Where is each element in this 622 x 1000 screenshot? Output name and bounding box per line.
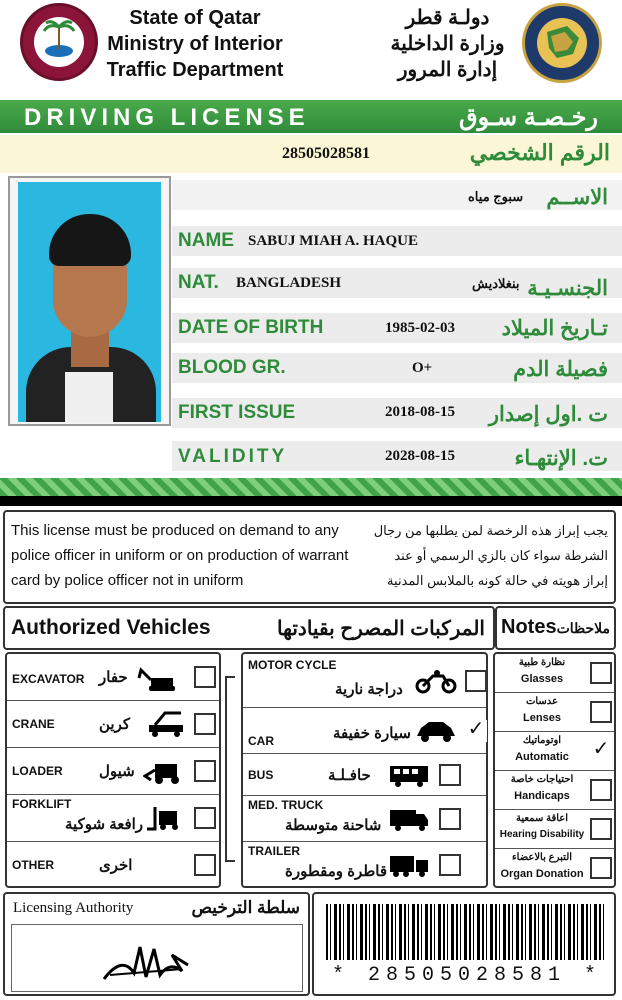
bracket-divider <box>225 676 235 862</box>
vehicles-left-box <box>5 652 221 888</box>
card-divider <box>0 496 622 506</box>
notice-en: This license must be produced on demand to any police officer in uniform or on production of warrant card by police officer not in uniform <box>11 522 349 589</box>
vehicle-ar: حافـلـة <box>328 767 371 784</box>
notice-ar: يجب إبراز هذه الرخصة لمن يطلبها من رجال الشرطة سواء كان بالزي الرسمي أو عند إبراز هويته في حالة كونه بالملابس المدنية <box>373 523 608 588</box>
blood-group-ar-label: فصيلة الدم <box>513 358 608 381</box>
note-ar: عدسات <box>525 696 559 707</box>
note-ar: التبرع بالاعضاء <box>511 852 573 863</box>
authorized-vehicles-header <box>3 606 495 650</box>
vehicle-checkbox[interactable] <box>194 713 216 735</box>
note-row-organ-donation <box>495 849 614 888</box>
vehicle-checkbox[interactable] <box>194 807 216 829</box>
notes-ar: ملاحظات <box>556 620 610 636</box>
dob-ar-label: تـاريخ الميلاد <box>501 317 608 340</box>
title-ar: رخـصـة سـوق <box>459 104 598 131</box>
blood-group-label: BLOOD GR. <box>178 357 286 378</box>
note-row-hearing <box>495 810 614 849</box>
nationality-ar-value: بنغلاديش <box>472 276 520 291</box>
vehicle-en: LOADER <box>12 764 63 778</box>
vehicle-row-other <box>7 842 219 888</box>
personal-number-row <box>0 135 622 173</box>
licensing-authority-box <box>3 892 310 996</box>
trailer-icon <box>388 852 430 878</box>
note-en: Automatic <box>515 751 569 763</box>
vehicle-ar: شاحنة متوسطة <box>285 817 382 834</box>
truck-icon <box>388 806 430 832</box>
vehicle-checkbox[interactable] <box>465 670 487 692</box>
vehicle-row-med-truck <box>243 796 486 842</box>
vehicle-ar: شيول <box>99 763 135 780</box>
name-label: NAME <box>178 230 234 251</box>
vehicles-mid-box <box>241 652 488 888</box>
dob-value: 1985-02-03 <box>385 320 455 336</box>
nationality-value: BANGLADESH <box>236 275 342 291</box>
vehicle-checkbox-checked[interactable]: ✓ <box>465 720 487 742</box>
nationality-ar-label: الجنسـيـة <box>527 277 608 300</box>
vehicle-ar: اخرى <box>99 857 133 874</box>
motorcycle-icon <box>415 668 457 694</box>
notes-box <box>493 652 616 888</box>
vehicle-checkbox[interactable] <box>439 808 461 830</box>
header-ar-line3: إدارة المرور <box>397 59 498 81</box>
barcode-icon <box>326 904 606 960</box>
note-checkbox[interactable] <box>590 818 612 840</box>
vehicle-checkbox[interactable] <box>194 854 216 876</box>
licensing-authority-en: Licensing Authority <box>13 900 134 916</box>
vehicle-row-excavator <box>7 654 219 701</box>
note-row-automatic <box>495 732 614 771</box>
note-checkbox[interactable] <box>590 779 612 801</box>
vehicle-ar: حفار <box>99 669 128 686</box>
validity-value: 2028-08-15 <box>385 448 455 464</box>
vehicle-checkbox[interactable] <box>194 760 216 782</box>
header-en-line1: State of Qatar <box>129 7 261 29</box>
note-checkbox[interactable] <box>590 701 612 723</box>
vehicle-checkbox[interactable] <box>439 854 461 876</box>
personal-number-label-ar: الرقم الشخصي <box>469 140 610 165</box>
validity-label: VALIDITY <box>178 446 288 467</box>
vehicle-en: MOTOR CYCLE <box>248 658 337 672</box>
loader-icon <box>143 758 185 784</box>
dob-label: DATE OF BIRTH <box>178 317 324 338</box>
vehicle-ar: قاطرة ومقطورة <box>285 863 388 880</box>
header-en-line2: Ministry of Interior <box>107 33 283 55</box>
notice-box <box>3 510 616 604</box>
note-en: Glasses <box>520 673 564 685</box>
note-en: Hearing Disability <box>499 829 585 840</box>
nationality-label: NAT. <box>178 272 219 293</box>
vehicle-row-loader <box>7 748 219 795</box>
title-band <box>0 100 622 133</box>
vehicle-en: EXCAVATOR <box>12 672 85 686</box>
bottom-wave-border <box>0 478 622 496</box>
notes-en: Notes <box>501 616 557 638</box>
first-issue-value: 2018-08-15 <box>385 404 455 420</box>
vehicle-ar: سيارة خفيفة <box>333 725 411 742</box>
vehicle-en: FORKLIFT <box>12 797 72 811</box>
vehicle-ar: كرين <box>99 716 131 733</box>
note-ar: نظارة طبية <box>518 657 566 668</box>
first-issue-label: FIRST ISSUE <box>178 402 296 423</box>
forklift-icon <box>145 805 187 831</box>
vehicle-en: MED. TRUCK <box>248 798 324 812</box>
note-checkbox-checked[interactable]: ✓ <box>590 740 612 762</box>
note-en: Lenses <box>523 712 561 724</box>
vehicle-en: CRANE <box>12 717 55 731</box>
name-value: SABUJ MIAH A. HAQUE <box>248 233 419 249</box>
vehicle-ar: رافعة شوكية <box>65 816 144 833</box>
vehicle-checkbox[interactable] <box>439 764 461 786</box>
vehicle-row-motorcycle <box>243 654 486 708</box>
header-english <box>105 5 285 83</box>
title-en: DRIVING LICENSE <box>24 104 310 131</box>
excavator-icon <box>137 666 179 692</box>
barcode-text: * 28505028581 * <box>331 964 603 987</box>
vehicle-row-trailer <box>243 842 486 888</box>
note-en: Organ Donation <box>500 868 584 880</box>
note-checkbox[interactable] <box>590 857 612 879</box>
personal-number-value: 28505028581 <box>282 145 370 162</box>
car-icon <box>415 718 457 744</box>
note-ar: اعاقة سمعية <box>515 813 569 824</box>
note-checkbox[interactable] <box>590 662 612 684</box>
header-ar-line2: وزارة الداخلية <box>390 33 505 55</box>
first-issue-ar-label: ت .اول إصدار <box>488 403 608 426</box>
header-arabic <box>380 5 515 83</box>
vehicle-ar: دراجة نارية <box>335 681 403 698</box>
vehicle-en: CAR <box>248 734 274 748</box>
vehicle-checkbox[interactable] <box>194 666 216 688</box>
licensing-authority-ar: سلطة الترخيص <box>191 898 300 917</box>
note-ar: احتياجات خاصة <box>510 774 574 785</box>
blood-group-value: O+ <box>412 360 433 376</box>
header-en-line3: Traffic Department <box>106 59 284 81</box>
note-row-handicaps <box>495 771 614 810</box>
vehicle-row-forklift <box>7 795 219 842</box>
name-ar-value: سبوج مياه <box>468 189 524 204</box>
vehicle-en: TRAILER <box>248 844 300 858</box>
gcc-emblem-icon <box>522 3 602 83</box>
vehicle-row-bus <box>243 754 486 796</box>
note-row-glasses <box>495 654 614 693</box>
header-ar-line1: دولـة قطر <box>405 7 490 29</box>
barcode-box <box>312 892 616 996</box>
vehicle-row-car <box>243 708 486 754</box>
validity-ar-label: ت. الإنتهـاء <box>514 447 608 470</box>
name-ar-label: الاســم <box>546 186 608 209</box>
vehicle-row-crane <box>7 701 219 748</box>
signature-area <box>11 924 303 992</box>
vehicle-en: OTHER <box>12 858 54 872</box>
crane-icon <box>145 711 187 737</box>
note-row-lenses <box>495 693 614 732</box>
authorized-vehicles-en: Authorized Vehicles <box>11 616 211 639</box>
bus-icon <box>388 762 430 788</box>
holder-photo <box>18 182 161 422</box>
signature-icon <box>12 925 304 993</box>
qatar-moi-seal-icon <box>20 3 98 81</box>
vehicle-en: BUS <box>248 768 274 782</box>
note-ar: اوتوماتيك <box>522 735 562 746</box>
notes-header <box>495 606 616 650</box>
note-en: Handicaps <box>514 790 570 802</box>
authorized-vehicles-ar: المركبات المصرح بقيادتها <box>277 618 485 640</box>
